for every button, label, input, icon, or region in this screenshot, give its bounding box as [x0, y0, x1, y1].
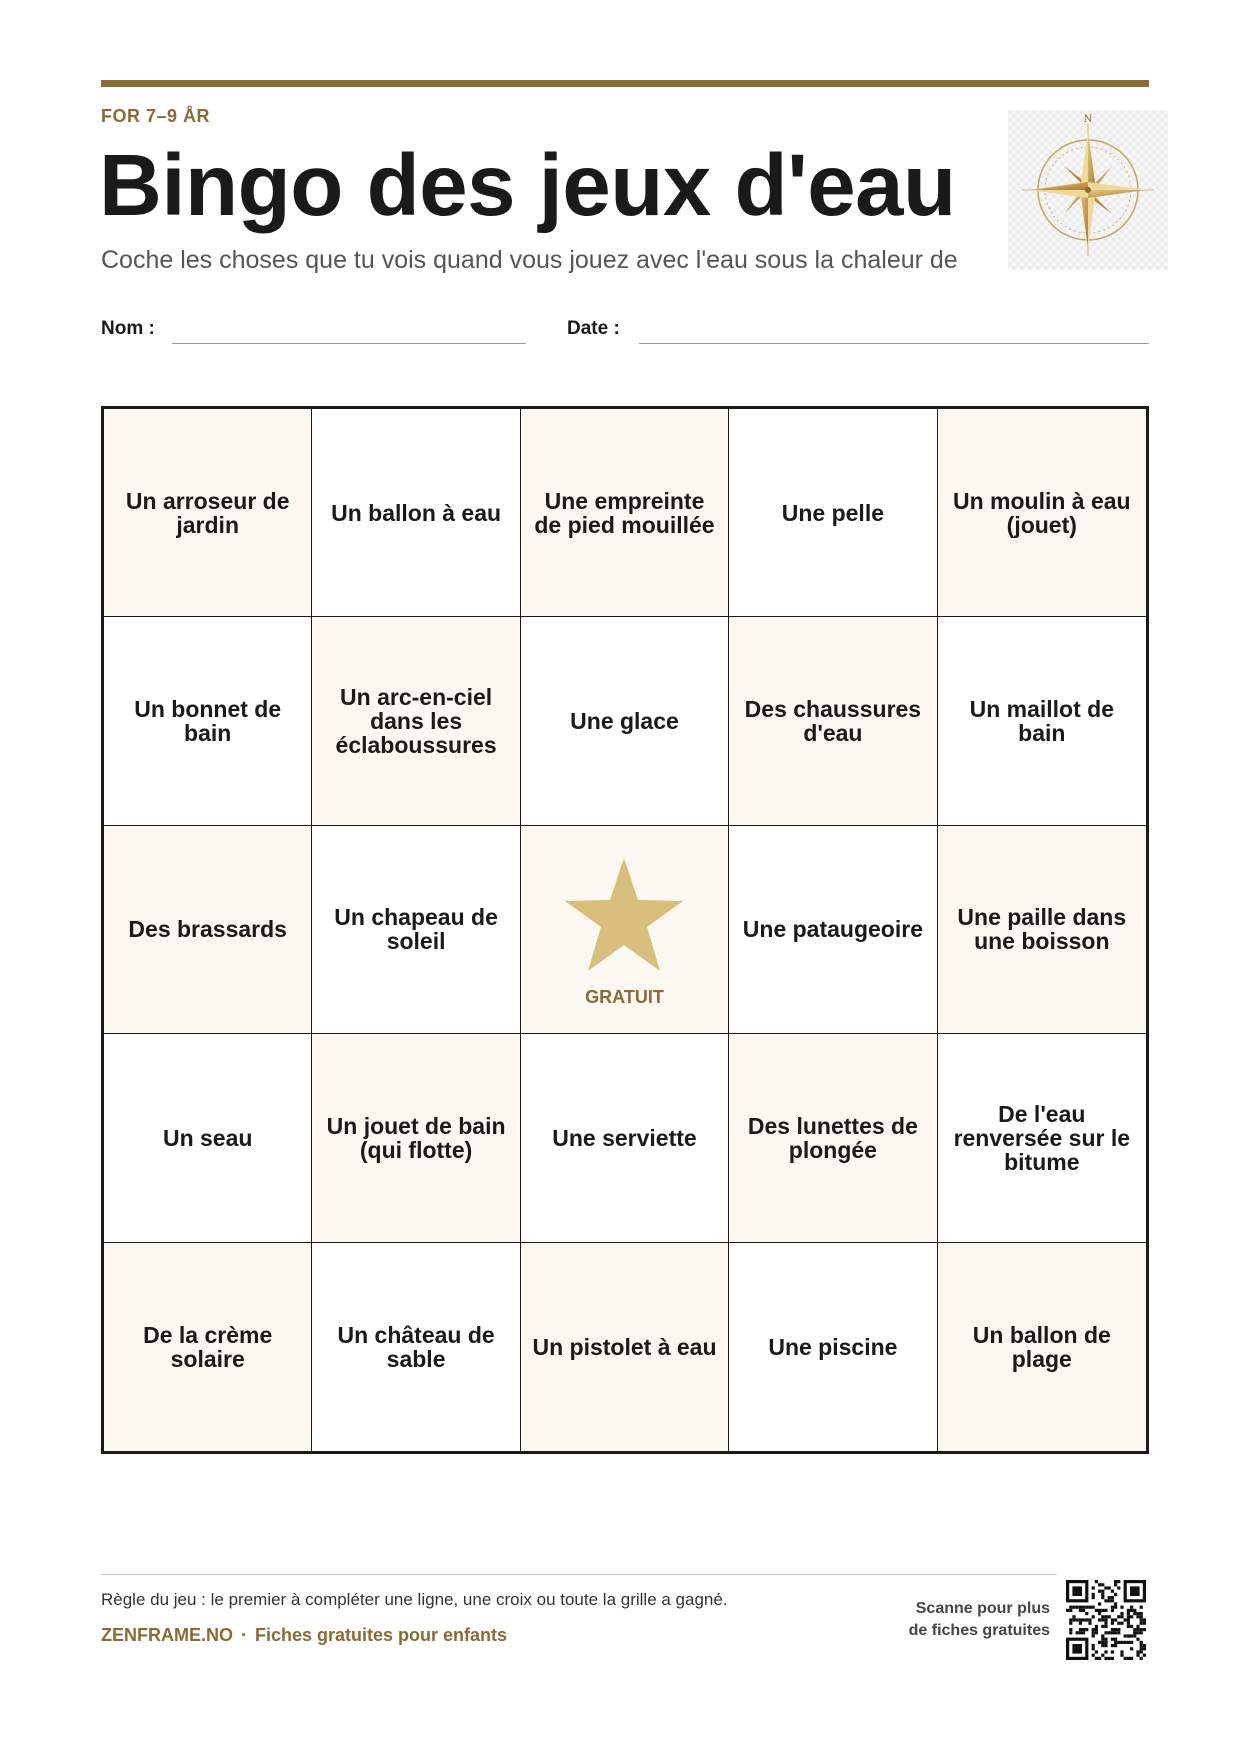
game-rule: Règle du jeu : le premier à compléter une ligne, une croix ou toute la grille a gagné. — [101, 1590, 728, 1609]
bingo-cell[interactable]: Une glace — [521, 617, 729, 825]
bingo-cell[interactable]: Un arroseur de jardin — [104, 409, 312, 617]
top-accent-bar — [101, 80, 1149, 87]
star-icon — [562, 856, 686, 974]
bingo-cell[interactable]: Des brassards — [104, 826, 312, 1034]
name-field-line[interactable] — [172, 343, 526, 344]
qr-code-icon[interactable] — [1066, 1580, 1146, 1660]
bingo-cell[interactable]: Un maillot de bain — [938, 617, 1146, 825]
page-title: Bingo des jeux d'eau — [99, 137, 956, 234]
bingo-cell[interactable]: Un pistolet à eau — [521, 1243, 729, 1451]
date-field-line[interactable] — [639, 343, 1149, 344]
compass-north-label: N — [1083, 114, 1093, 125]
bingo-cell[interactable]: Un chapeau de soleil — [312, 826, 520, 1034]
date-label: Date : — [567, 318, 620, 339]
scan-line-2: de fiches gratuites — [908, 1621, 1050, 1639]
brand-separator: · — [241, 1625, 247, 1645]
compass-rose-icon — [1008, 110, 1168, 270]
scan-line-1: Scanne pour plus — [915, 1600, 1050, 1617]
brand-name[interactable]: ZENFRAME.NO — [101, 1625, 233, 1645]
page-subtitle: Coche les choses que tu vois quand vous jouez avec l'eau sous la chaleur de — [101, 246, 958, 274]
bingo-cell[interactable]: Une piscine — [729, 1243, 937, 1451]
name-label: Nom : — [101, 318, 155, 339]
age-label: FOR 7–9 ÅR — [101, 106, 211, 126]
bingo-cell[interactable]: Un château de sable — [312, 1243, 520, 1451]
bingo-cell[interactable]: Une pelle — [729, 409, 937, 617]
bingo-cell[interactable]: Une paille dans une boisson — [938, 826, 1146, 1034]
bingo-cell[interactable]: Une serviette — [521, 1034, 729, 1242]
bingo-cell[interactable]: Un ballon à eau — [312, 409, 520, 617]
footer-brand — [101, 1625, 507, 1646]
bingo-cell[interactable]: De la crème solaire — [104, 1243, 312, 1451]
bingo-cell[interactable]: Un ballon de plage — [938, 1243, 1146, 1451]
free-space-cell[interactable] — [521, 826, 729, 1034]
scan-caption — [880, 1598, 1050, 1641]
footer-divider — [101, 1574, 1057, 1575]
bingo-cell[interactable]: Des chaussures d'eau — [729, 617, 937, 825]
brand-tagline: Fiches gratuites pour enfants — [255, 1625, 508, 1645]
bingo-cell[interactable]: Un bonnet de bain — [104, 617, 312, 825]
bingo-cell[interactable]: Un seau — [104, 1034, 312, 1242]
bingo-cell[interactable]: De l'eau renversée sur le bitume — [938, 1034, 1146, 1242]
bingo-grid — [101, 406, 1149, 1454]
bingo-cell[interactable]: Un moulin à eau (jouet) — [938, 409, 1146, 617]
bingo-cell[interactable]: Des lunettes de plongée — [729, 1034, 937, 1242]
bingo-cell[interactable]: Un jouet de bain (qui flotte) — [312, 1034, 520, 1242]
bingo-cell[interactable]: Un arc-en-ciel dans les éclaboussures — [312, 617, 520, 825]
bingo-cell[interactable]: Une pataugeoire — [729, 826, 937, 1034]
free-space-label: GRATUIT — [585, 987, 664, 1008]
bingo-cell[interactable]: Une empreinte de pied mouillée — [521, 409, 729, 617]
